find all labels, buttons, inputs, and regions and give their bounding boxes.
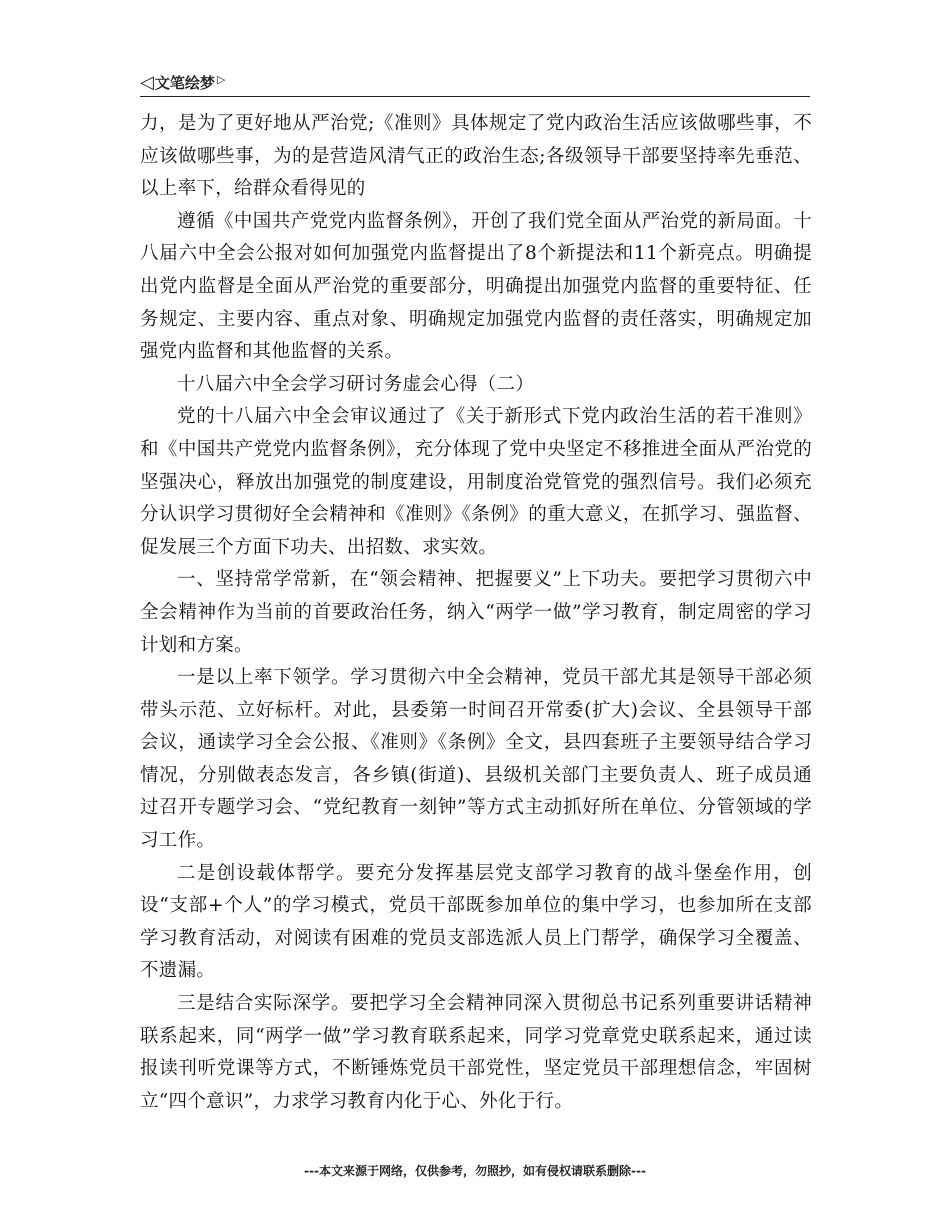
brand-logo (140, 72, 225, 93)
paragraph: 遵循《中国共产党党内监督条例》，开创了我们党全面从严治党的新局面。十八届六中全会公报对如何加强党内监督提出了8个新提法和11个新亮点。明确提出党内监督是全面从严治党的重要部分，明确提出加强党内监督的重要特征、任务规定、主要内容、重点对象、明确规定加强党内监督的责任落实，明确规定加强党内监督和其他监督的关系。 (140, 210, 812, 363)
paragraph: 一是以上率下领学。学习贯彻六中全会精神，党员干部尤其是领导干部必须带头示范、立好标杆。对此，县委第一时间召开常委(扩大)会议、全县领导干部会议，通读学习全会公报、《准则》《条例》全文，县四套班子主要领导结合学习情况，分别做表态发言，各乡镇(街道)、县级机关部门主要负责人、班子成员通过召开专题学习会、“党纪教育一刻钟”等方式主动抓好所在单位、分管领域的学习工作。 (140, 667, 812, 852)
page-footer: ---本文来源于网络，仅供参考，勿照抄，如有侵权请联系删除--- (304, 1164, 646, 1178)
paragraph: 党的十八届六中全会审议通过了《关于新形式下党内政治生活的若干准则》和《中国共产党党内监督条例》，充分体现了党中央坚定不移推进全面从严治党的坚强决心，释放出加强党的制度建设，用制度治党管党的强烈信号。我们必须充分认识学习贯彻好全会精神和《准则》《条例》的重大意义，在抓学习、强监督、促发展三个方面下功夫、出招数、求实效。 (140, 406, 812, 558)
paragraph: 三是结合实际深学。要把学习全会精神同深入贯彻总书记系列重要讲话精神联系起来，同“两学一做”学习教育联系起来，同学习党章党史联系起来，通过读报读刊听党课等方式，不断锤炼党员干部党性，坚定党员干部理想信念，牢固树立“四个意识”，力求学习教育内化于心、外化于行。 (140, 993, 812, 1112)
paragraph: 二是创设载体帮学。要充分发挥基层党支部学习教育的战斗堡垒作用，创设“支部+个人”的学习模式，党员干部既参加单位的集中学习，也参加所在支部学习教育活动，对阅读有困难的党员支部选派人员上门帮学，确保学习全覆盖、不遗漏。 (140, 862, 812, 982)
paragraph: 一、坚持常学常新，在“领会精神、把握要义”上下功夫。要把学习贯彻六中全会精神作为当前的首要政治任务，纳入“两学一做”学习教育，制定周密的学习计划和方案。 (140, 569, 812, 656)
paragraph: 力，是为了更好地从严治党;《准则》具体规定了党内政治生活应该做哪些事，不应该做哪些事，为的是营造风清气正的政治生态;各级领导干部要坚持率先垂范、以上率下，给群众看得见的 (140, 113, 812, 200)
document-body (140, 108, 812, 1118)
triangle-left-icon: ◁ (140, 71, 154, 93)
triangle-right-icon: ▷ (216, 73, 226, 86)
page-header (140, 72, 810, 97)
section-heading: 十八届六中全会学习研讨务虚会心得（二） (177, 373, 535, 395)
brand-name: 文笔绘梦 (154, 74, 215, 92)
